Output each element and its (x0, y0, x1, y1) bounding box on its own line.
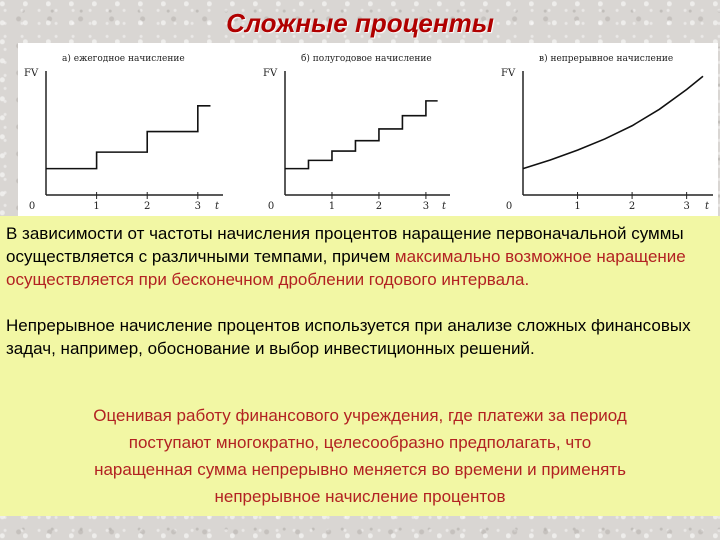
chart-3-tick-label-2: 2 (628, 201, 636, 212)
chart-1-series-line (46, 106, 210, 169)
chart-3-tick-label-3: 3 (683, 201, 690, 212)
chart-3-tick-label-0: 0 (505, 201, 513, 212)
chart-1-tick-label-t: t (214, 201, 220, 212)
paragraph-1-highlight: максимально возможное наращение осуществляется при бесконечном дроблении годового интервала. (6, 247, 686, 289)
chart-1-tick-label-3: 3 (194, 201, 202, 212)
chart-2-title: б) полугодовое начисление (301, 54, 432, 64)
paragraph-1-text: В зависимости от частоты начисления процентов наращение первоначальной суммы осуществляется с различными темпами, причем (6, 224, 684, 266)
chart-3-title: в) непрерывное начисление (539, 54, 674, 64)
chart-1-tick-label-1: 1 (93, 201, 100, 212)
chart-2-series-line (285, 101, 438, 169)
chart-3-tick-label-t: t (704, 201, 710, 212)
page-title: Сложные проценты (226, 8, 494, 38)
paragraph-2: Непрерывное начисление процентов используется при анализе сложных финансовых задач, например, обоснование и выбор инвестиционных решений. (6, 316, 691, 358)
chart-3-tick-label-1: 1 (574, 201, 581, 212)
charts-panel (18, 43, 718, 216)
conclusion-line-3: наращенная сумма непрерывно меняется во времени и применять (94, 460, 626, 479)
conclusion-line-4: непрерывное начисление процентов (214, 487, 506, 506)
chart-1-tick-label-2: 2 (144, 201, 151, 212)
chart-2-tick-label-0: 0 (267, 201, 275, 212)
paragraph-1 (6, 222, 711, 291)
charts-svg (18, 43, 718, 216)
chart-2-ylabel: FV (263, 68, 278, 79)
chart-1-tick-label-0: 0 (28, 201, 36, 212)
conclusion-line-2: поступают многократно, целесообразно предполагать, что (128, 433, 592, 452)
chart-1-ylabel: FV (24, 68, 39, 79)
conclusion-line-1: Оценивая работу финансового учреждения, где платежи за период (93, 406, 627, 425)
text-panel (0, 216, 720, 516)
chart-2-tick-label-3: 3 (422, 201, 430, 212)
chart-2-tick-label-t: t (441, 201, 447, 212)
chart-3-series-line (523, 76, 703, 168)
chart-2-tick-label-2: 2 (375, 201, 383, 212)
chart-1-title: а) ежегодное начисление (62, 54, 185, 64)
chart-3-ylabel: FV (501, 68, 516, 79)
chart-2-tick-label-1: 1 (328, 201, 336, 212)
